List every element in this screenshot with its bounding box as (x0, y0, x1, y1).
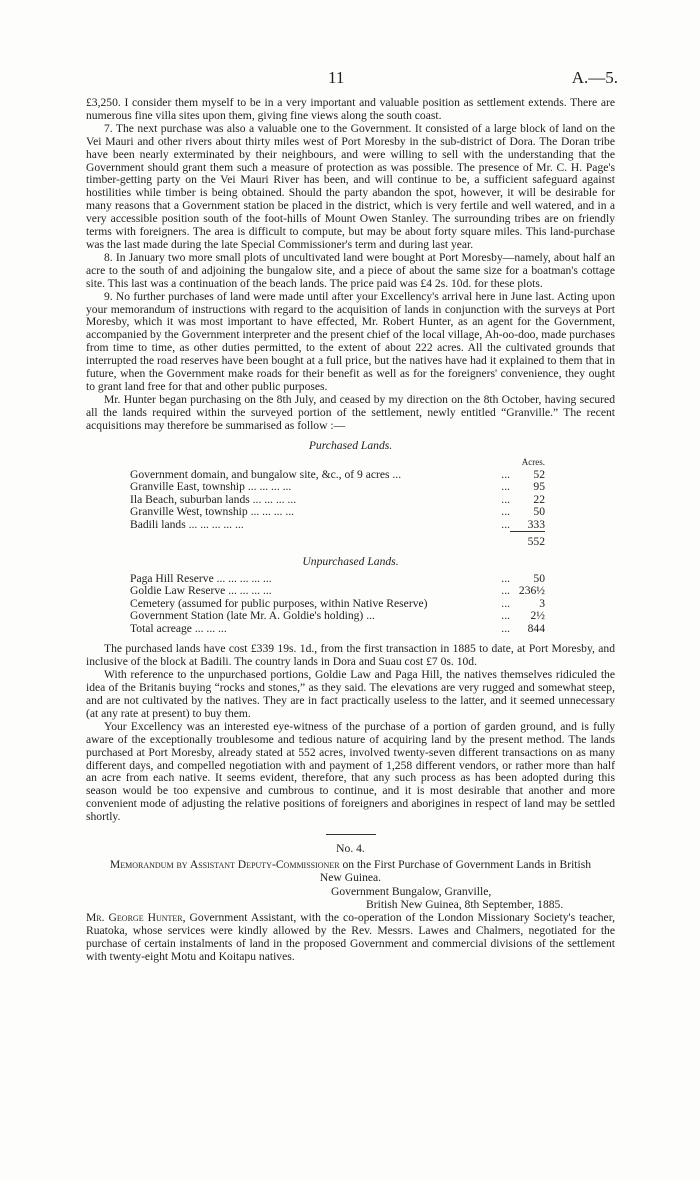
leader-dots: ... (501, 571, 510, 585)
land-label: Goldie Law Reserve ... ... ... ... (130, 584, 272, 598)
memo-number: No. 4. (336, 842, 365, 856)
memo-title (106, 858, 595, 884)
section-divider (326, 834, 376, 835)
total-value: 844 (527, 621, 545, 635)
paragraph: Mr. Hunter began purchasing on the 8th July, and ceased by my direction on the 8th October, having secured all the lands required within the surveyed portion of the settlement, newly entitled “Granville.” The recent acquisitions may therefore be summarised as follow :— (86, 392, 615, 432)
land-label: Granville East, township ... ... ... ... (130, 480, 292, 494)
memo-body-rest: Government Assistant, with the co-operation of the London Missionary Society's teacher, Ruatoka, whose services were kindly allowed by the Rev. Messrs. Lawes and Chalmers, negotiated for the purchase of certain instalments of land in the proposed Government and commercial divisions of the settlement with twenty-eight Motu and Koitapu natives. (86, 910, 615, 963)
unpurchased-lands-table (130, 573, 545, 636)
unpurchased-lands-heading: Unpurchased Lands. (302, 554, 399, 568)
table-row (130, 585, 545, 598)
acreage-value: 2½ (530, 609, 545, 623)
land-label: Cemetery (assumed for public purposes, within Native Reserve) (130, 596, 428, 610)
memo-body-smallcaps: Mr. George Hunter, (86, 910, 186, 924)
leader-dots: ... (501, 467, 510, 481)
page-header (0, 68, 700, 92)
table-row (130, 610, 545, 623)
paragraph: 8. In January two more small plots of uncultivated land were bought at Port Moresby—namely, about half an acre to the south of and adjoining the bungalow site, and a piece of about the same size for a boatman's cottage site. This last was a continuation of the beach lands. The price paid was £4 2s. 10d. for these plots. (86, 250, 615, 290)
memo-title-smallcaps: Memorandum by Assistant Deputy-Commissioner (109, 857, 340, 871)
paragraph: 9. No further purchases of land were made until after your Excellency's arrival here in June last. Acting upon your memorandum of instructions with regard to the acquisition of lands in conjunction with the surveys at Port Moresby, which it was most important to have effected, Mr. Robert Hunter, as an agent for the Government, accompanied by the Government interpreter and the present chief of the local village, Ah-oo-doo, made purchases from time to time, as other duties permitted, to the extent of about 222 acres. All the cultivated grounds that interrupted the road reserves have been bought at a full price, but the natives have had it explained to them that in future, when the Government make roads for their benefit as well as for the foreigners' convenience, they ought to grant land free for that and other public purposes. (86, 289, 615, 393)
acreage-value: 22 (533, 492, 545, 506)
land-label: Government domain, and bungalow site, &c., of 9 acres ... (130, 467, 402, 481)
land-label: Government Station (late Mr. A. Goldie's holding) ... (130, 609, 375, 623)
memo-location-line-2: British New Guinea, 8th September, 1885. (366, 897, 564, 911)
leader-dots: ... (501, 492, 510, 506)
acreage-value: 50 (533, 505, 545, 519)
memo-title-rest: on the First Purchase of Government Lands in British New Guinea. (319, 857, 592, 884)
leader-dots: ... (501, 584, 510, 598)
purchased-lands-table (130, 456, 545, 549)
paragraph: £3,250. I consider them myself to be in a very important and valuable position as settlement extends. There are numerous fine villa sites upon them, giving fine views along the south coast. (86, 96, 615, 122)
table-row (130, 519, 545, 532)
subtotal-value: 552 (510, 532, 545, 549)
total-label: Total acreage ... ... ... (130, 621, 227, 635)
acreage-value: 3 (539, 596, 545, 610)
document-reference: A.—5. (571, 68, 618, 87)
total-row (130, 623, 545, 636)
acreage-value: 50 (533, 571, 545, 585)
memo-location-line-1: Government Bungalow, Granville, (331, 884, 492, 898)
purchased-lands-heading: Purchased Lands. (308, 438, 393, 452)
leader-dots: ... (501, 621, 510, 635)
acreage-value: 236½ (518, 584, 545, 598)
acres-column-header: Acres. (521, 457, 545, 468)
land-label: Granville West, township ... ... ... ... (130, 505, 295, 519)
paragraph: 7. The next purchase was also a valuable one to the Government. It consisted of a large block of land on the Vei Mauri and other rivers about thirty miles west of Port Moresby in the sub-district of Dora. The Doran tribe have been nearly exterminated by their neighbours, and were willing to sell with the understanding that the Government should grant them such a measure of protection as was possible. The presence of Mr. C. H. Page's timber-getting party on the Vei Mauri River has been, and will continue to be, a sufficient safeguard against hostilities while timber is being obtained. Should the party abandon the spot, however, it will be desirable for many reasons that a Government station be placed in the district, which is very fertile and well watered, and in a very accessible position south of the foot-hills of Mount Owen Stanley. The surrounding tribes are on friendly terms with foreigners. The area is difficult to compute, but may be about forty square miles. This land-purchase was the last made during the late Special Commissioner's term and during last year. (86, 121, 615, 251)
page-content (86, 97, 615, 963)
paragraph: With reference to the unpurchased portions, Goldie Law and Paga Hill, the natives themselves ridiculed the idea of the Britanis buying “rocks and stones,” as they said. The elevations are very rugged and somewhat steep, and are not cultivated by the natives. They are in fact practically useless to the latter, and it seemed unnecessary (at any rate at present) to buy them. (86, 668, 615, 720)
acreage-value: 95 (533, 480, 545, 494)
leader-dots: ... (501, 596, 510, 610)
paragraph: Your Excellency was an interested eye-witness of the purchase of a portion of garden ground, and is fully aware of the exceptionally troublesome and tedious nature of acquiring land by the present method. The lands purchased at Port Moresby, already stated at 552 acres, involved twenty-seven different transactions on as many different days, and compelled negotiation with and payment of 1,258 different vendors, or rather more than half an acre from each native. It seems evident, therefore, that any such process as has been adopted during this season would be too expensive and cumbrous to continue, and it is most desirable that another and more convenient mode of adjusting the relative positions of foreigners and aborigines in respect of land may be settled shortly. (86, 719, 615, 824)
acreage-value: 52 (533, 467, 545, 481)
acreage-value: 333 (527, 517, 545, 531)
leader-dots: ... (501, 505, 510, 519)
land-label: Paga Hill Reserve ... ... ... ... ... (130, 571, 272, 585)
land-label: Badili lands ... ... ... ... ... (130, 518, 244, 532)
land-label: Ila Beach, suburban lands ... ... ... ... (130, 492, 297, 506)
leader-dots: ... (501, 518, 510, 532)
page-number: 11 (328, 68, 345, 87)
leader-dots: ... (501, 609, 510, 623)
paragraph: The purchased lands have cost £339 19s. 1d., from the first transaction in 1885 to date, at Port Moresby, and inclusive of the block at Badili. The country lands in Dora and Suau cost £7 0s. 10d. (86, 642, 615, 669)
memo-body (86, 912, 615, 964)
subtotal-row (130, 532, 545, 549)
table-row (130, 506, 545, 519)
leader-dots: ... (501, 480, 510, 494)
